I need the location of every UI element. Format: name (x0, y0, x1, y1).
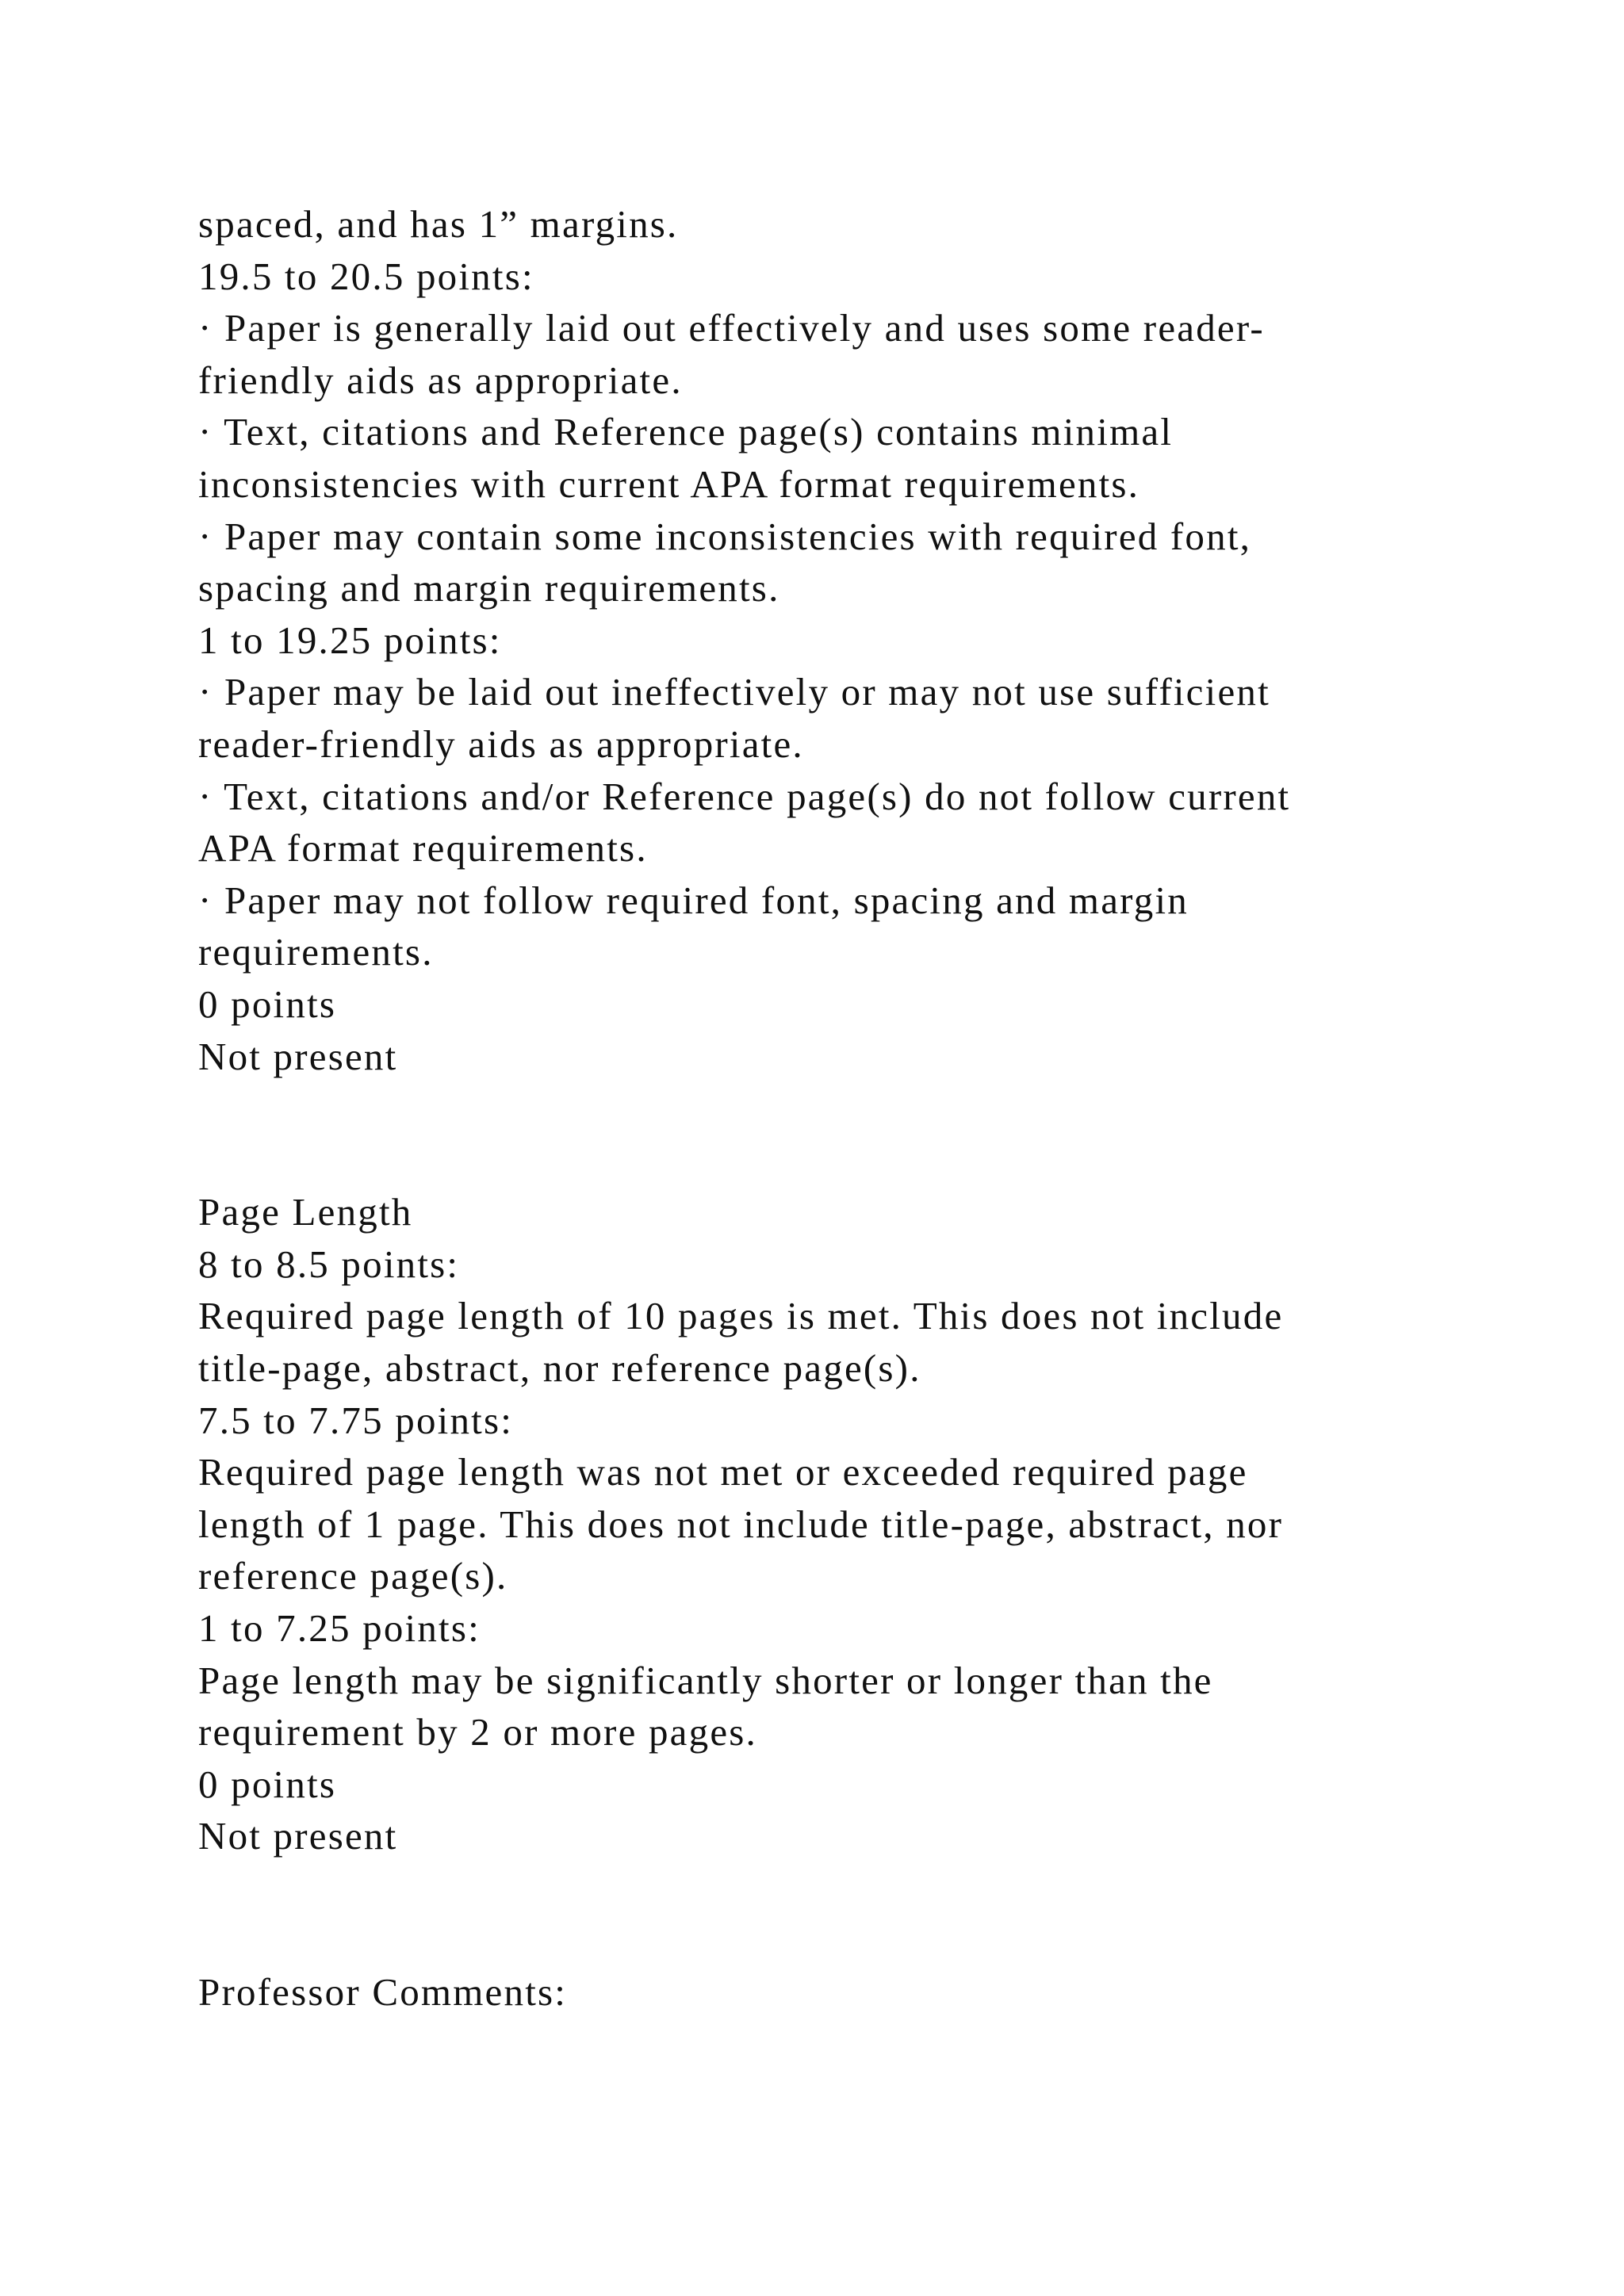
blank-line (198, 1915, 1435, 1967)
blank-line (198, 1082, 1435, 1135)
text-line: · Text, citations and/or Reference page(s) do not follow current (198, 774, 1291, 818)
score-range-heading: 0 points (198, 1762, 337, 1806)
text-line: · Paper may not follow required font, spacing and margin (198, 878, 1189, 922)
blank-line (198, 1135, 1435, 1187)
score-range-heading: 1 to 7.25 points: (198, 1606, 481, 1651)
text-line: reader-friendly aids as appropriate. (198, 721, 804, 766)
text-line: · Paper is generally laid out effectively and uses some reader- (198, 306, 1265, 350)
text-line: · Paper may contain some inconsistencies with required font, (198, 514, 1252, 558)
section-heading: Professor Comments: (198, 1970, 568, 2015)
text-line: Required page length of 10 pages is met. This does not include (198, 1294, 1284, 1338)
text-line: friendly aids as appropriate. (198, 358, 683, 402)
blank-line (198, 1862, 1435, 1915)
document-body (198, 198, 1435, 2019)
text-line: Not present (198, 1034, 398, 1078)
text-line: title-page, abstract, nor reference page(s). (198, 1346, 921, 1391)
score-range-heading: 19.5 to 20.5 points: (198, 254, 534, 298)
text-line: reference page(s). (198, 1554, 508, 1598)
text-line: requirements. (198, 930, 434, 974)
score-range-heading: 1 to 19.25 points: (198, 618, 502, 662)
section-heading: Page Length (198, 1190, 413, 1234)
score-range-heading: 0 points (198, 982, 337, 1026)
text-line: Not present (198, 1814, 398, 1858)
text-line: Required page length was not met or exceeded required page (198, 1450, 1248, 1494)
text-line: · Paper may be laid out ineffectively or may not use sufficient (198, 670, 1270, 714)
score-range-heading: 8 to 8.5 points: (198, 1242, 460, 1286)
score-range-heading: 7.5 to 7.75 points: (198, 1398, 514, 1442)
text-line: spaced, and has 1” margins. (198, 202, 679, 246)
text-line: Page length may be significantly shorter or longer than the (198, 1658, 1213, 1702)
text-line: length of 1 page. This does not include title-page, abstract, nor (198, 1502, 1284, 1546)
text-line: requirement by 2 or more pages. (198, 1710, 757, 1755)
text-line: spacing and margin requirements. (198, 566, 780, 610)
text-line: · Text, citations and Reference page(s) contains minimal (198, 410, 1174, 454)
text-line: inconsistencies with current APA format requirements. (198, 461, 1140, 506)
text-line: APA format requirements. (198, 826, 648, 871)
